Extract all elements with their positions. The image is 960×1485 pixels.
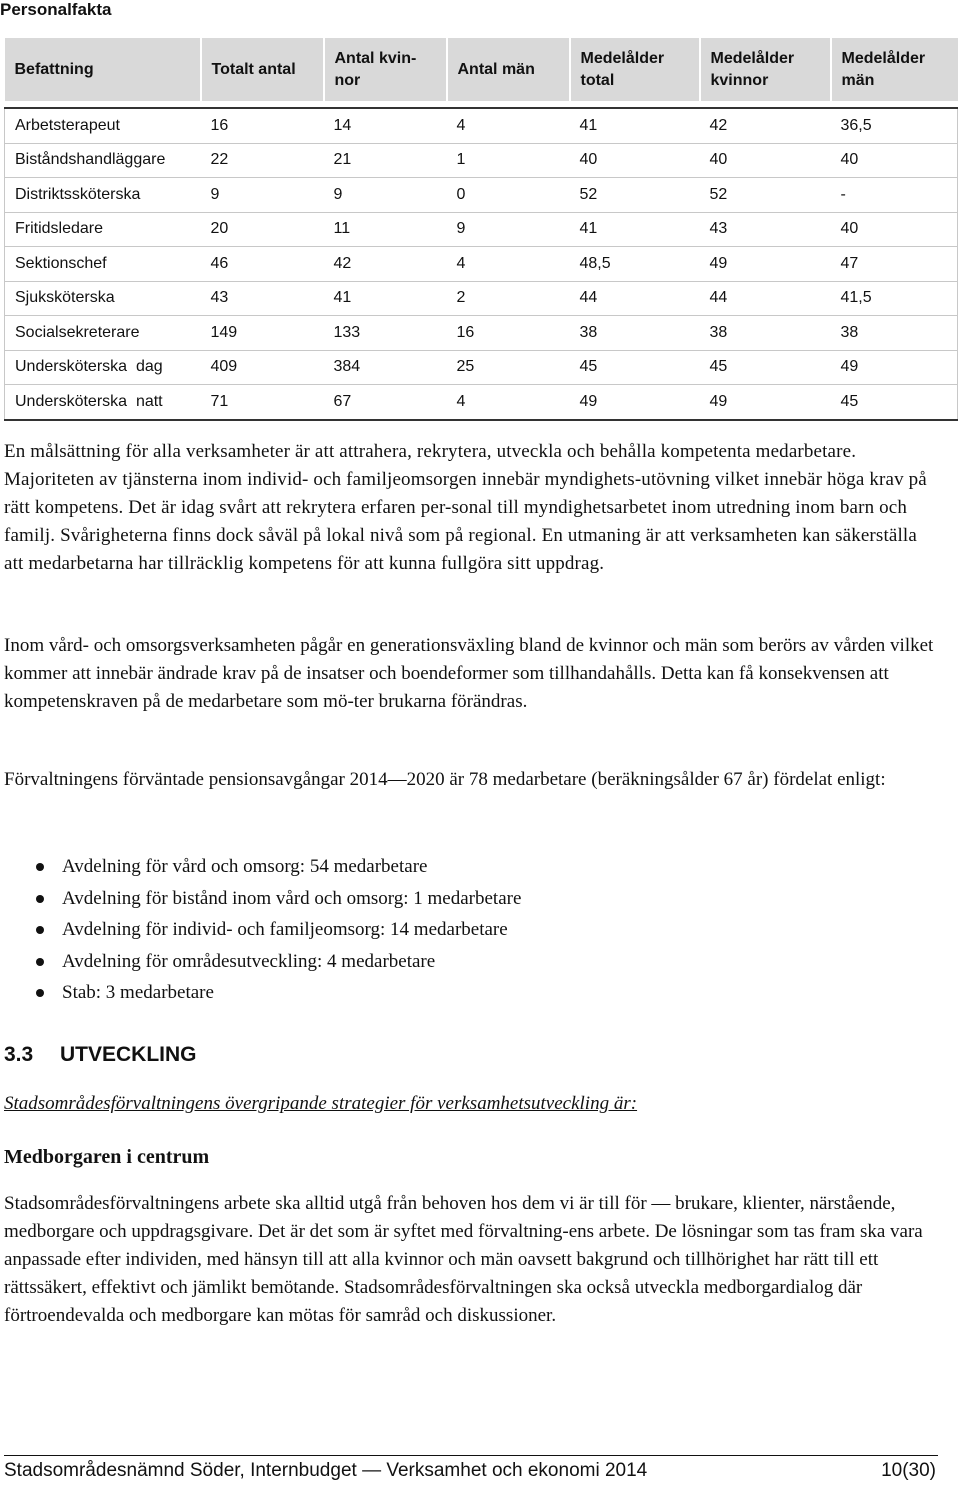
paragraph-generation-shift: Inom vård- och omsorgsverksamheten pågår en generationsväxling bland de kvinnor och män som berörs av vården vilket kommer att innebär ändrade krav på de insatser och boendeformer som tillhandahålls. Detta kan få konsekvensen att kompetenskraven på de medarbetare som mö-ter brukarna förändras. [4, 635, 934, 712]
section-number: 3.3 [4, 1043, 34, 1066]
table-cell-role: Sektionschef [5, 247, 201, 282]
table-cell-value: 45 [700, 350, 831, 385]
footer-title: Stadsområdesnämnd Söder, Internbudget — Verksamhet och ekonomi 2014 [4, 1460, 648, 1481]
table-header-row [5, 38, 958, 101]
table-cell-role: Fritidsledare [5, 212, 201, 247]
list-item [36, 914, 521, 946]
table-cell-value: 22 [201, 143, 324, 178]
bullet-icon [36, 958, 44, 966]
table-row [5, 108, 958, 143]
table-row [5, 281, 958, 316]
table-row [5, 212, 958, 247]
table-cell-value: 45 [570, 350, 700, 385]
section-heading-title: UTVECKLING [60, 1043, 197, 1066]
table-row [5, 143, 958, 178]
table-cell-value: 20 [201, 212, 324, 247]
table-cell-role: Arbetsterapeut [5, 108, 201, 143]
table-cell-value: 41 [324, 281, 447, 316]
table-cell-value: 16 [447, 316, 570, 351]
list-item-text: Avdelning för områdesutveckling: 4 medarbetare [62, 950, 436, 972]
table-header-cell: Medelålder kvinnor [700, 38, 831, 101]
table-cell-value: 40 [570, 143, 700, 178]
list-item [36, 883, 521, 915]
personnel-table [4, 38, 957, 421]
sub-heading: Medborgaren i centrum [4, 1146, 210, 1168]
paragraph-citizen-centre: Stadsområdesförvaltningens arbete ska alltid utgå från behoven hos dem vi är till för — brukare, klienter, närstående, medborgare och uppdragsgivare. Det är det som är syftet med förvaltning-ens arbete. De lösningar som tas fram ska vara anpassade efter individen, med hänsyn till att alla kvinnor och män oavsett bakgrund och tillhörighet har rätt till ett rättssäkert, effektivt och jämlikt bemötande. Stadsområdesförvaltningen ska också utveckla medborgardialog där förtroendevalda och medborgare kan mötas för samråd och diskussioner. [4, 1193, 923, 1326]
table-cell-value: 45 [831, 385, 958, 420]
table-cell-value: 4 [447, 108, 570, 143]
table-cell-value: 44 [570, 281, 700, 316]
table-header-cell: Antal kvin- nor [324, 38, 447, 101]
table-cell-value: 41,5 [831, 281, 958, 316]
table-cell-value: 44 [700, 281, 831, 316]
table-row [5, 350, 958, 385]
table-cell-value: 52 [570, 178, 700, 213]
table-cell-role: Undersköterska dag [5, 350, 201, 385]
table-cell-value: 48,5 [570, 247, 700, 282]
table-cell-value: 38 [831, 316, 958, 351]
table-header-cell: Antal män [447, 38, 570, 101]
bullet-icon [36, 989, 44, 997]
table-header-cell: Medelålder total [570, 38, 700, 101]
table-cell-value: 49 [831, 350, 958, 385]
table-cell-value: 384 [324, 350, 447, 385]
retirement-bullet-list [36, 851, 521, 1009]
table-cell-value: 409 [201, 350, 324, 385]
table-cell-value: 9 [324, 178, 447, 213]
table-cell-role: Undersköterska natt [5, 385, 201, 420]
table-body [5, 108, 958, 420]
table-cell-value: 40 [831, 212, 958, 247]
footer-rule [4, 1455, 938, 1456]
table-cell-value: 0 [447, 178, 570, 213]
table-cell-value: 46 [201, 247, 324, 282]
bullet-icon [36, 926, 44, 934]
table-cell-value: 40 [831, 143, 958, 178]
list-item-text: Avdelning för vård och omsorg: 54 medarbetare [62, 856, 428, 877]
table-header-cell: Befattning [5, 38, 201, 101]
table-cell-role: Sjuksköterska [5, 281, 201, 316]
table-cell-value: 133 [324, 316, 447, 351]
table-cell-value: 4 [447, 247, 570, 282]
table-row [5, 178, 958, 213]
paragraph-competence: En målsättning för alla verksamheter är att attrahera, rekrytera, utveckla och behålla kompetenta medarbetare. Majoriteten av tjänsterna inom individ- och familjeomsorgen innebär myndighets-utövning vilket innebär höga krav på rätt kompetens. Det är idag svårt att rekrytera erfaren per-sonal till myndighetsarbetet inom utredning inom barn och familj. Svårigheterna finns dock såväl på lokal nivå som på regional. En utmaning är att verksamheten kan säkerställa att medarbetarna har tillräcklig kompetens för att kunna fullgöra sitt uppdrag. [4, 441, 927, 574]
table-cell-value: 52 [700, 178, 831, 213]
list-item [36, 977, 521, 1009]
list-item-text: Avdelning för bistånd inom vård och omsorg: 1 medarbetare [62, 887, 522, 909]
table-cell-value: 43 [201, 281, 324, 316]
table-cell-value: 149 [201, 316, 324, 351]
table-cell-role: Distriktssköterska [5, 178, 201, 213]
list-item [36, 851, 521, 883]
table-cell-value: 38 [570, 316, 700, 351]
table-cell-value: 67 [324, 385, 447, 420]
bullet-icon [36, 895, 44, 903]
list-item-text: Stab: 3 medarbetare [62, 982, 214, 1003]
table-row [5, 385, 958, 420]
list-item-text: Avdelning för individ- och familjeomsorg: 14 medarbetare [62, 919, 508, 940]
table-cell-value: 2 [447, 281, 570, 316]
table-cell-role: Socialsekreterare [5, 316, 201, 351]
table-cell-value: 40 [700, 143, 831, 178]
table-cell-value: 36,5 [831, 108, 958, 143]
page-number: 10(30) [881, 1460, 936, 1481]
table-cell-value: 9 [447, 212, 570, 247]
table-cell-value: 42 [324, 247, 447, 282]
table-cell-value: 9 [201, 178, 324, 213]
table-row [5, 316, 958, 351]
table-cell-value: 14 [324, 108, 447, 143]
table-cell-value: 41 [570, 212, 700, 247]
table-cell-value: 43 [700, 212, 831, 247]
table-cell-value: 49 [700, 385, 831, 420]
table-cell-value: - [831, 178, 958, 213]
table-cell-value: 38 [700, 316, 831, 351]
strategy-intro: Stadsområdesförvaltningens övergripande strategier för verksamhetsutveckling är: [4, 1093, 638, 1114]
list-item [36, 946, 521, 978]
table-cell-role: Biståndshandläggare [5, 143, 201, 178]
table-cell-value: 49 [570, 385, 700, 420]
table-cell-value: 4 [447, 385, 570, 420]
paragraph-retirements: Förvaltningens förväntade pensionsavgångar 2014—2020 är 78 medarbetare (beräkningsålder 67 år) fördelat enligt: [4, 769, 886, 790]
table-header-cell: Totalt antal [201, 38, 324, 101]
table-row [5, 247, 958, 282]
table-cell-value: 71 [201, 385, 324, 420]
table-cell-value: 25 [447, 350, 570, 385]
table-cell-value: 42 [700, 108, 831, 143]
table-cell-value: 16 [201, 108, 324, 143]
table-cell-value: 1 [447, 143, 570, 178]
bullet-icon [36, 863, 44, 871]
table-cell-value: 11 [324, 212, 447, 247]
table-cell-value: 47 [831, 247, 958, 282]
table-cell-value: 49 [700, 247, 831, 282]
table-cell-value: 41 [570, 108, 700, 143]
section-heading-3-3 [4, 1043, 197, 1067]
table-cell-value: 21 [324, 143, 447, 178]
table-header-cell: Medelålder män [831, 38, 958, 101]
section-title: Personalfakta [0, 0, 112, 19]
